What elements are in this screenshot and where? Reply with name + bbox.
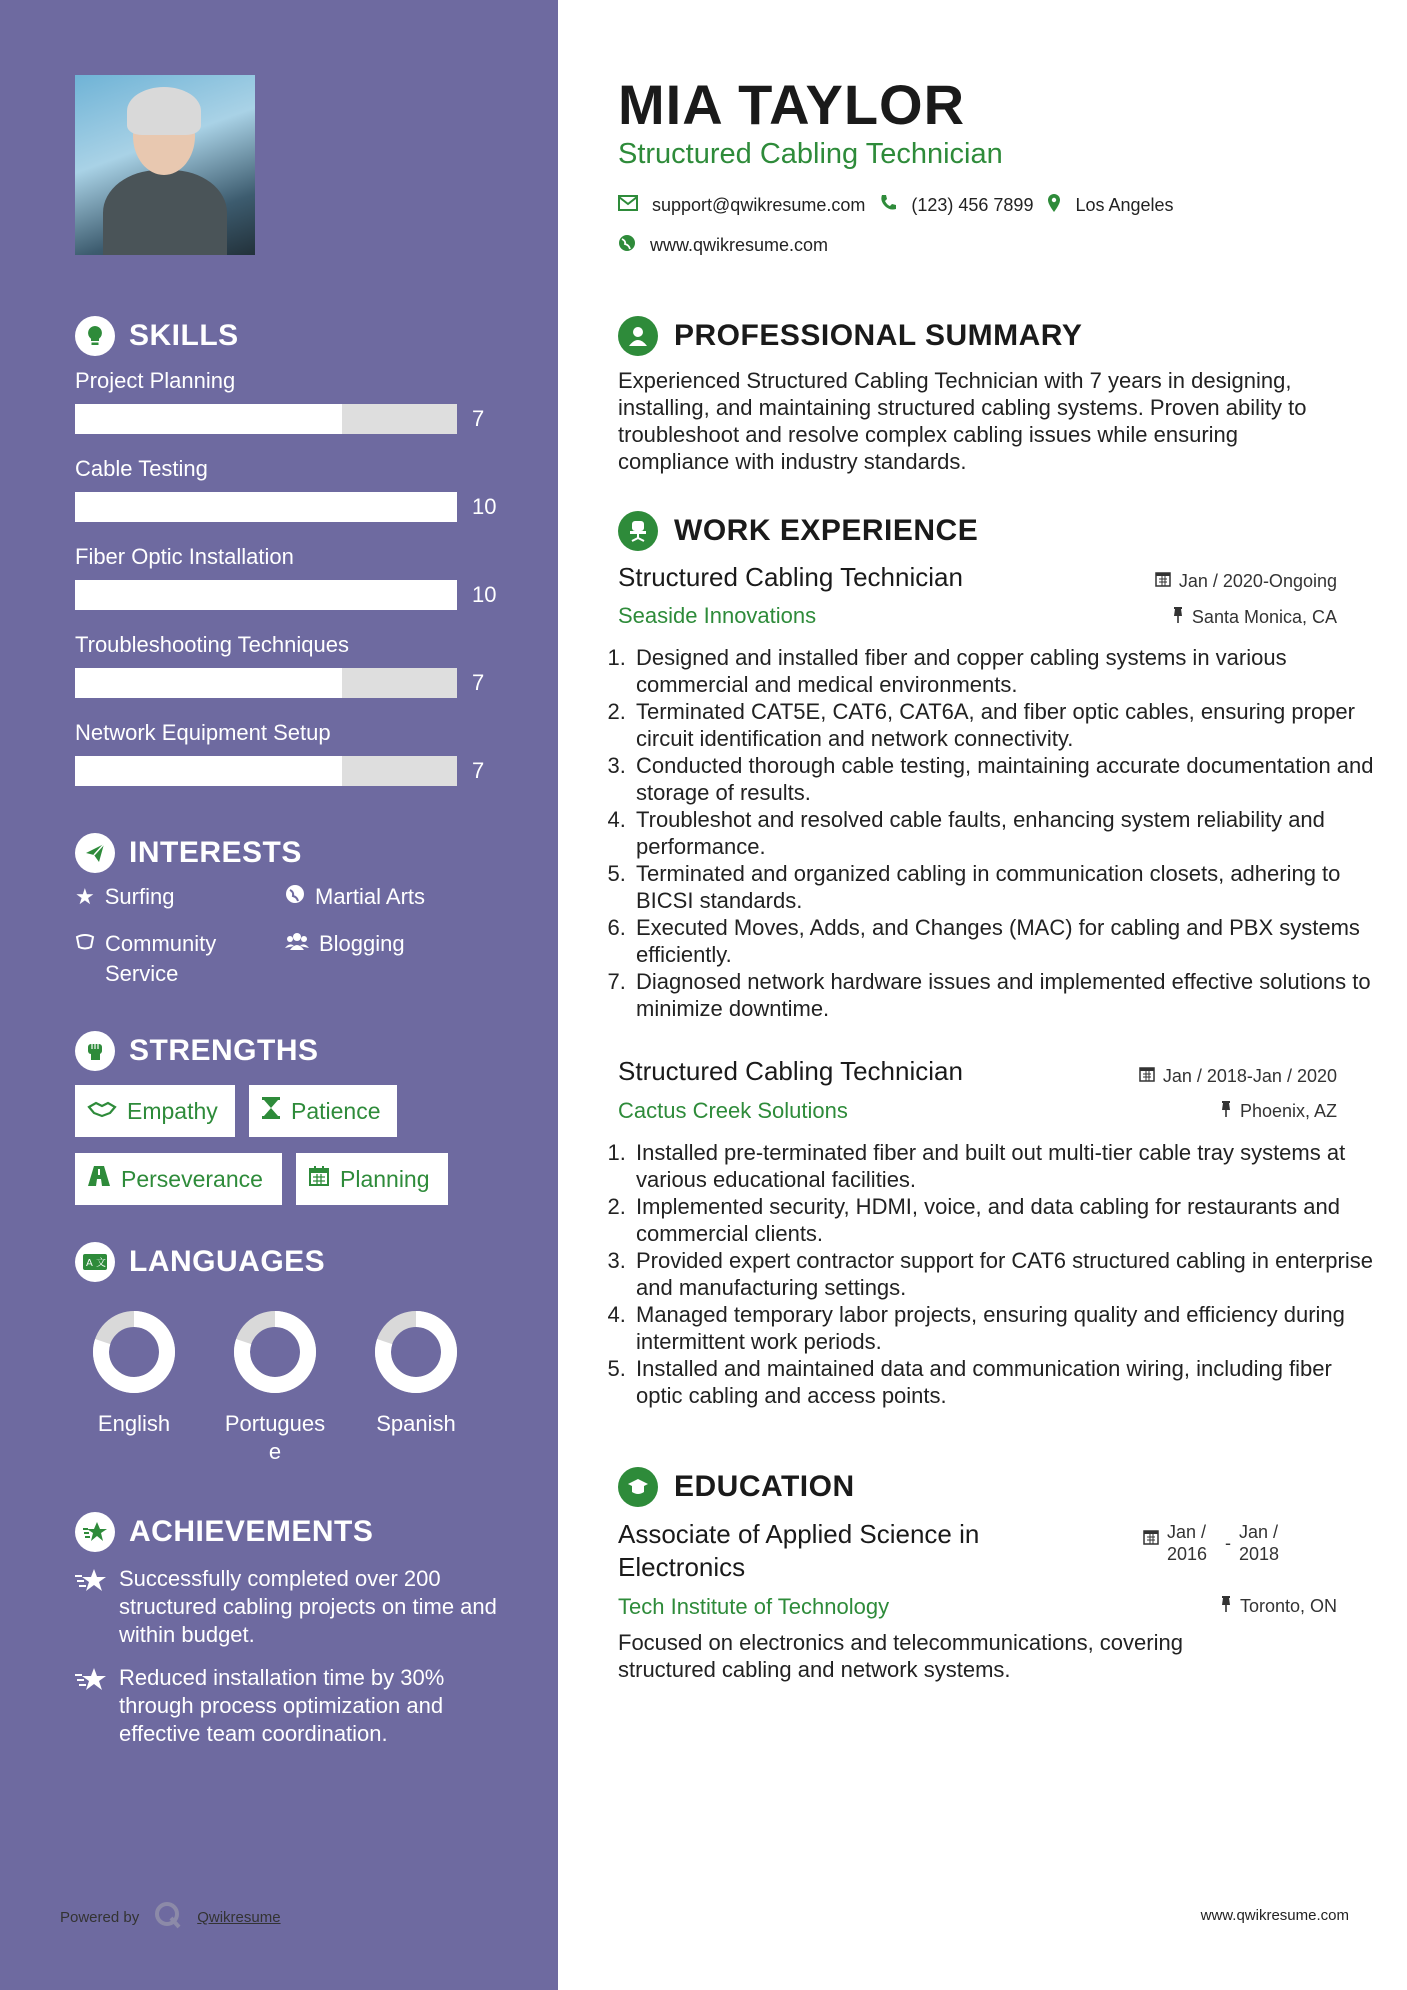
skill-value: 7 [472,670,485,695]
users-icon [285,929,309,959]
star-icon: ★ [75,884,95,909]
pushpin-icon [1220,1100,1232,1123]
skill-name: Troubleshooting Techniques [75,632,349,657]
skill-bar [75,404,457,434]
star-burst-icon [75,1667,107,1748]
road-icon [87,1165,111,1193]
summary-text: Experienced Structured Cabling Technician with 7 years in designing, installing, and maintaining structured cabling systems. Proven ability to troubleshoot and resolve complex cabling issues while ensuring compliance with industry standards. [618,368,1307,474]
achievement-item: Reduced installation time by 30% through process optimization and effective team coordination. [75,1664,509,1748]
globe-icon [285,882,305,912]
fist-icon [75,1031,115,1071]
qwikresume-link[interactable]: Qwikresume [197,1909,281,1926]
list-item: 4. Managed temporary labor projects, ensuring quality and efficiency during intermittent work periods. [632,1301,1377,1355]
sidebar [0,0,558,1990]
job-dates: Jan / 2018-Jan / 2020 [1139,1066,1337,1087]
list-item: 2. Terminated CAT5E, CAT6, CAT6A, and fiber optic cables, ensuring proper circuit identification and network connectivity. [632,698,1377,752]
list-item: 6. Executed Moves, Adds, and Changes (MAC) for cabling and PBX systems efficiently. [632,914,1377,968]
language-label: Portugues e [224,1411,326,1464]
interest-item: Martial Arts [285,882,425,912]
skill-bar-fill [75,580,457,610]
education-dates: Jan / 2016 - Jan / 2018 [1143,1521,1289,1565]
contact-row [618,193,1174,218]
strength-chip: Patience [249,1085,397,1137]
language-icon [75,1242,115,1282]
list-item: 1. Installed pre-terminated fiber and built out multi-tier cable tray systems at various educational facilities. [632,1139,1377,1193]
skill-name: Network Equipment Setup [75,720,331,745]
website-row [618,234,828,257]
achievement-item: Successfully completed over 200 structured cabling projects on time and within budget. [75,1565,509,1649]
phone-icon [879,194,897,217]
skill-value: 10 [472,494,497,519]
website-link[interactable]: www.qwikresume.com [650,235,829,255]
calendar-icon [1143,1529,1159,1565]
strengths-heading: STRENGTHS [75,1031,319,1071]
languages-heading: A 文 LANGUAGES [75,1242,325,1282]
office-chair-icon [618,511,658,551]
job-location: Santa Monica, CA [1172,606,1337,629]
phone-number: (123) 456 7899 [911,195,1034,215]
powered-by: Powered by Qwikresume [60,1900,281,1935]
language-label: Spanish [376,1411,456,1436]
footer-website[interactable]: www.qwikresume.com [1200,1907,1349,1924]
skill-bar [75,492,457,522]
job-title: Structured Cabling Technician [618,1056,963,1086]
qwikresume-logo-icon [153,1900,183,1935]
company-name: Cactus Creek Solutions [618,1098,848,1123]
hourglass-icon [261,1096,281,1126]
svg-text:文: 文 [96,1258,106,1269]
skill-bar [75,668,457,698]
list-item: 3. Provided expert contractor support for CAT6 structured cabling in enterprise and manufacturing settings. [632,1247,1377,1301]
strength-chip: Planning [296,1153,448,1205]
experience-heading: WORK EXPERIENCE [618,511,978,551]
svg-text:A: A [86,1258,93,1269]
interest-item: ★ Surfing [75,882,174,912]
calendar-icon [1139,1066,1155,1087]
trophy-star-icon [75,1512,115,1552]
globe-icon [618,234,636,257]
list-item: 5. Installed and maintained data and communication wiring, including fiber optic cabling and access points. [632,1355,1377,1409]
strength-chip: Empathy [75,1085,235,1137]
skill-name: Project Planning [75,368,236,393]
location-pin-icon [1047,193,1061,218]
pushpin-icon [1172,606,1184,629]
pushpin-icon [1220,1595,1232,1618]
achievements-heading: ACHIEVEMENTS [75,1512,373,1552]
company-name: Seaside Innovations [618,603,817,628]
interest-item: Community Service [75,929,265,989]
list-item: 3. Conducted thorough cable testing, maintaining accurate documentation and storage of results. [632,752,1377,806]
paper-plane-icon [75,833,115,873]
star-burst-icon [75,1568,107,1649]
strength-chip: Perseverance [75,1153,282,1205]
degree-title: Associate of Applied Science in Electronics [618,1519,980,1582]
summary-heading: PROFESSIONAL SUMMARY [618,316,1082,356]
list-item: 1. Designed and installed fiber and copper cabling systems in various commercial and medical environments. [632,644,1377,698]
skill-value: 7 [472,406,485,431]
list-item: 7. Diagnosed network hardware issues and implemented effective solutions to minimize downtime. [632,968,1377,1022]
job-title: Structured Cabling Technician [618,562,963,592]
skill-bar-fill [75,404,342,434]
job-headline: Structured Cabling Technician [618,138,1003,170]
list-item: 5. Terminated and organized cabling in communication closets, adhering to BICSI standards. [632,860,1377,914]
email-icon [618,195,638,216]
languages-chart [75,1300,495,1410]
skill-value: 10 [472,582,497,607]
job-bullets [604,644,1377,1022]
job-location: Phoenix, AZ [1220,1100,1337,1123]
skill-name: Fiber Optic Installation [75,544,294,569]
main-content [558,0,1407,1990]
calendar-icon [308,1165,330,1193]
education-location: Toronto, ON [1220,1595,1337,1618]
school-name: Tech Institute of Technology [618,1594,890,1619]
education-heading: EDUCATION [618,1467,855,1507]
skill-name: Cable Testing [75,456,208,481]
calendar-icon [1155,571,1171,592]
user-icon [618,316,658,356]
skill-bar [75,756,457,786]
interest-item: Blogging [285,929,405,959]
interests-heading: INTERESTS [75,833,302,873]
list-item: 4. Troubleshot and resolved cable faults, enhancing system reliability and performance. [632,806,1377,860]
graduation-icon [618,1467,658,1507]
skill-bar-fill [75,492,457,522]
skill-bar [75,580,457,610]
profile-photo [75,75,255,255]
candidate-name: MIA TAYLOR [618,73,966,136]
skill-value: 7 [472,758,485,783]
lightbulb-icon [75,316,115,356]
education-description: Focused on electronics and telecommunications, covering structured cabling and network systems. [618,1630,1183,1682]
language-label: English [97,1411,171,1436]
handshake-icon [87,1098,117,1125]
skills-heading: SKILLS [75,316,239,356]
skill-bar-fill [75,668,342,698]
hand-icon [75,929,95,959]
skill-bar-fill [75,756,342,786]
job-dates: Jan / 2020-Ongoing [1155,571,1337,592]
list-item: 2. Implemented security, HDMI, voice, and data cabling for restaurants and commercial clients. [632,1193,1377,1247]
job-bullets [604,1139,1377,1409]
location-text: Los Angeles [1075,195,1174,215]
email-link[interactable]: support@qwikresume.com [652,195,866,215]
